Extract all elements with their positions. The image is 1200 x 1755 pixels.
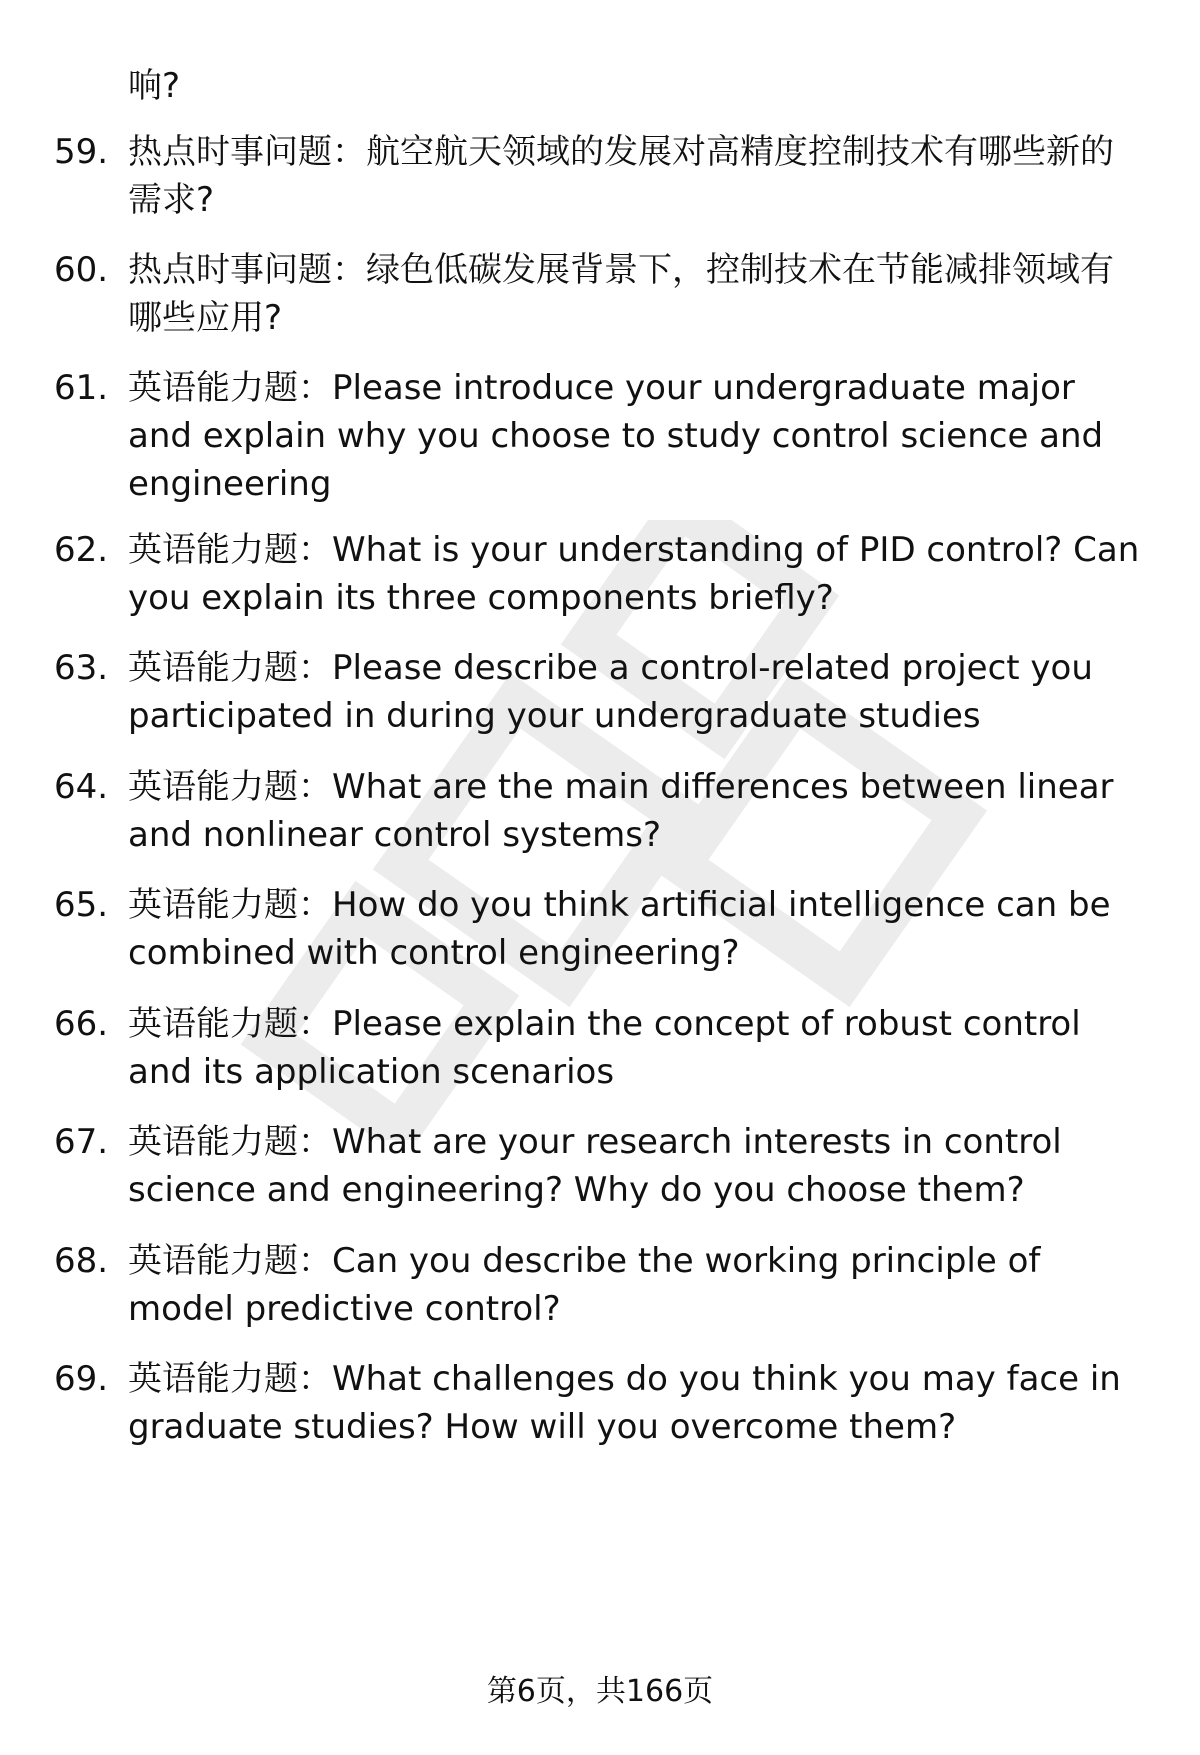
question-number: 59. [54, 132, 109, 172]
continued-text: 响? [128, 66, 181, 106]
question-number: 69. [54, 1359, 109, 1399]
question-item [54, 364, 1144, 508]
question-item [54, 1000, 1144, 1096]
question-number: 64. [54, 767, 109, 807]
question-text: 英语能力题：Please explain the concept of robust control and its application scenarios [128, 1004, 1081, 1092]
question-item [54, 1118, 1144, 1214]
question-number: 62. [54, 530, 109, 570]
question-text: 英语能力题：Please describe a control-related project you participated in during your undergraduate studies [128, 648, 1093, 736]
question-text: 英语能力题：What are the main differences between linear and nonlinear control systems? [128, 767, 1114, 855]
question-text: 热点时事问题：航空航天领域的发展对高精度控制技术有哪些新的需求? [128, 132, 1114, 220]
question-text: 英语能力题：What challenges do you think you may face in graduate studies? How will you overcome them? [128, 1359, 1121, 1447]
question-item [54, 763, 1144, 859]
question-number: 65. [54, 885, 109, 925]
page-footer: 第6页，共166页 [486, 1674, 714, 1709]
question-text: 英语能力题：How do you think artificial intelligence can be combined with control engineering? [128, 885, 1111, 973]
question-item [54, 1237, 1144, 1333]
question-text: 英语能力题：Please introduce your undergraduate major and explain why you choose to study control science and engineering [128, 368, 1104, 504]
question-item [54, 246, 1144, 342]
question-number: 67. [54, 1122, 109, 1162]
question-number: 61. [54, 368, 109, 408]
question-text: 英语能力题：What is your understanding of PID control? Can you explain its three components briefly? [128, 530, 1140, 618]
question-item [54, 1355, 1144, 1451]
question-item [54, 526, 1144, 622]
question-text: 热点时事问题：绿色低碳发展背景下，控制技术在节能减排领域有哪些应用? [128, 250, 1114, 338]
question-number: 63. [54, 648, 109, 688]
question-number: 68. [54, 1241, 109, 1281]
question-text: 英语能力题：What are your research interests in control science and engineering? Why do you choose them? [128, 1122, 1062, 1210]
question-item [54, 644, 1144, 740]
question-item [54, 881, 1144, 977]
question-item [54, 128, 1144, 224]
question-number: 66. [54, 1004, 109, 1044]
question-number: 60. [54, 250, 109, 290]
question-text: 英语能力题：Can you describe the working principle of model predictive control? [128, 1241, 1041, 1329]
